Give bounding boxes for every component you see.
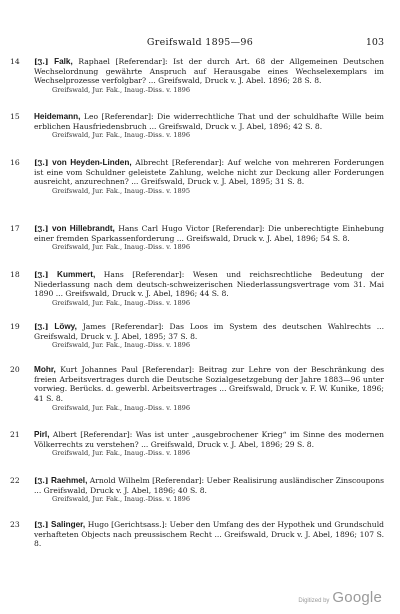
entry-dissertation-note: Greifswald, Jur. Fak., Inaug.-Diss. v. 1896 — [52, 449, 191, 458]
entry-sign: [𝔍.] — [34, 57, 49, 66]
running-header — [0, 37, 400, 49]
entry-dissertation-note: Greifswald, Jur. Fak., Inaug.-Diss. v. 1896 — [52, 131, 191, 140]
entry-sign: [𝔍.] — [34, 322, 49, 331]
bibliography-entry — [10, 476, 384, 504]
entry-text — [34, 520, 384, 549]
bibliography-entry — [10, 322, 384, 350]
entry-sign: [𝔍.] — [34, 270, 49, 279]
google-logo: Google — [332, 589, 382, 606]
entry-author: Raehmel, — [50, 476, 88, 485]
entry-text — [34, 224, 384, 243]
entry-number: 20 — [10, 365, 20, 374]
entry-author: Kummert, — [57, 270, 96, 279]
bibliography-entry — [10, 158, 384, 196]
watermark-caption: Digitized by — [298, 598, 330, 604]
entry-dissertation-note: Greifswald, Jur. Fak., Inaug.-Diss. v. 1896 — [52, 403, 191, 412]
entry-body: Kurt Johannes Paul [Referendar]: Beitrag zur Lehre von der Beschränkung des freien Arbeitsvertrages durch die Deutsche Sozialgesetzgebung der Jahre 1883—96 unter vorwieg. Berücks. d. gewerbl. Arbeitsvertrages ... Greifswald, Druck v. F. W. Kunike, 1896; 41 S. 8. — [34, 365, 384, 404]
entry-dissertation-note: Greifswald, Jur. Fak., Inaug.-Diss. v. 1896 — [52, 341, 191, 350]
entry-sign: [𝔍.] — [34, 476, 49, 485]
entry-number: 17 — [10, 224, 20, 233]
entry-text — [34, 158, 384, 187]
entry-author: Mohr, — [34, 365, 56, 374]
entry-author: Pirl, — [34, 430, 50, 439]
entry-number: 18 — [10, 270, 20, 279]
entry-body: Albrecht [Referendar]: Auf welche von mehreren Forderungen ist eine vom Schuldner geleistete Zahlung, welche nicht zur Deckung aller Forderungen ausreicht, anzurechnen? ... Greifswald, Druck v. J. Abel, 1895; 31 S. 8. — [34, 158, 384, 187]
bibliography-entry — [10, 520, 384, 549]
entry-body: Hans [Referendar]: Wesen und reichsrechtliche Bedeutung der Niederlassung nach dem deutsch-schweizerischen Niederlassungsvertrage vom 31. Mai 1890 ... Greifswald, Druck v. J. Abel, 1896; 44 S. 8. — [34, 270, 384, 299]
entry-body: Albert [Referendar]: Was ist unter „ausgebrochener Krieg“ im Sinne des modernen Völkerrechts zu verstehen? ... Greifswald, Druck v. J. Abel, 1896; 29 S. 8. — [34, 430, 384, 449]
bibliography-entry — [10, 112, 384, 140]
google-watermark — [298, 589, 382, 606]
entry-sign: [𝔍.] — [34, 520, 49, 529]
entry-text — [34, 322, 384, 341]
entry-number: 14 — [10, 57, 20, 66]
entry-body: James [Referendar]: Das Loos im System des deutschen Wahlrechts ... Greifswald, Druck v. J. Abel, 1895; 37 S. 8. — [34, 322, 384, 341]
entry-author: Falk, — [54, 57, 73, 66]
entry-text — [34, 430, 384, 449]
entry-number: 15 — [10, 112, 20, 121]
bibliography-entry — [10, 365, 384, 412]
entry-body: Raphael [Referendar]: Ist der durch Art. 68 der Allgemeinen Deutschen Wechselordnung gewährte Anspruch auf Herausgabe eines Wechselexemplars im Wechselprozesse verfolgbar? ... Greifswald, Druck v. J. Abel. 1896; 28 S. 8. — [34, 57, 384, 86]
entry-dissertation-note: Greifswald, Jur. Fak., Inaug.-Diss. v. 1895 — [52, 187, 191, 196]
entry-dissertation-note: Greifswald, Jur. Fak., Inaug.-Diss. v. 1896 — [52, 299, 191, 308]
bibliography-entry — [10, 224, 384, 252]
entry-dissertation-note: Greifswald, Jur. Fak., Inaug.-Diss. v. 1896 — [52, 495, 191, 504]
page-number: 103 — [365, 37, 384, 48]
bibliography-entry — [10, 430, 384, 458]
entry-body: Arnold Wilhelm [Referendar]: Ueber Realisirung ausländischer Zinscoupons ... Greifswald, Druck v. J. Abel, 1896; 40 S. 8. — [34, 476, 384, 495]
entry-author: von Hillebrandt, — [51, 224, 115, 233]
entry-body: Hans Carl Hugo Victor [Referendar]: Die unberechtigte Einhebung einer fremden Sparkassenforderung ... Greifswald, Druck v. J. Abel, 1896; 54 S. 8. — [34, 224, 384, 243]
entry-sign: [𝔍.] — [34, 158, 49, 167]
entry-number: 16 — [10, 158, 20, 167]
running-title: Greifswald 1895—96 — [146, 37, 254, 48]
entry-body: Hugo [Gerichtsass.]: Ueber den Umfang des der Hypothek und Grundschuld verhafteten Objects nach preussischem Recht ... Greifswald, Druck v. J. Abel, 1896; 107 S. 8. — [34, 520, 384, 549]
entry-text — [34, 112, 384, 131]
entry-sign: [𝔍.] — [34, 224, 49, 233]
entry-dissertation-note: Greifswald, Jur. Fak., Inaug.-Diss. v. 1896 — [52, 243, 191, 252]
entry-text — [34, 476, 384, 495]
entry-number: 19 — [10, 322, 20, 331]
entry-dissertation-note: Greifswald, Jur. Fak., Inaug.-Diss. v. 1896 — [52, 86, 191, 95]
entry-author: Heidemann, — [34, 112, 81, 121]
entry-number: 23 — [10, 520, 20, 529]
bibliography-entry — [10, 57, 384, 95]
entry-author: Löwy, — [54, 322, 77, 331]
entry-number: 21 — [10, 430, 20, 439]
entry-author: von Heyden-Linden, — [52, 158, 132, 167]
entry-text — [34, 57, 384, 86]
bibliography-entry — [10, 270, 384, 308]
entry-text — [34, 270, 384, 299]
entry-text — [34, 365, 384, 404]
entry-author: Salinger, — [51, 520, 86, 529]
entry-body: Leo [Referendar]: Die widerrechtliche That und der schuldhafte Wille beim erblichen Hausfriedensbruch ... Greifswald, Druck v. J. Abel, 1896; 42 S. 8. — [34, 112, 384, 131]
entry-number: 22 — [10, 476, 20, 485]
